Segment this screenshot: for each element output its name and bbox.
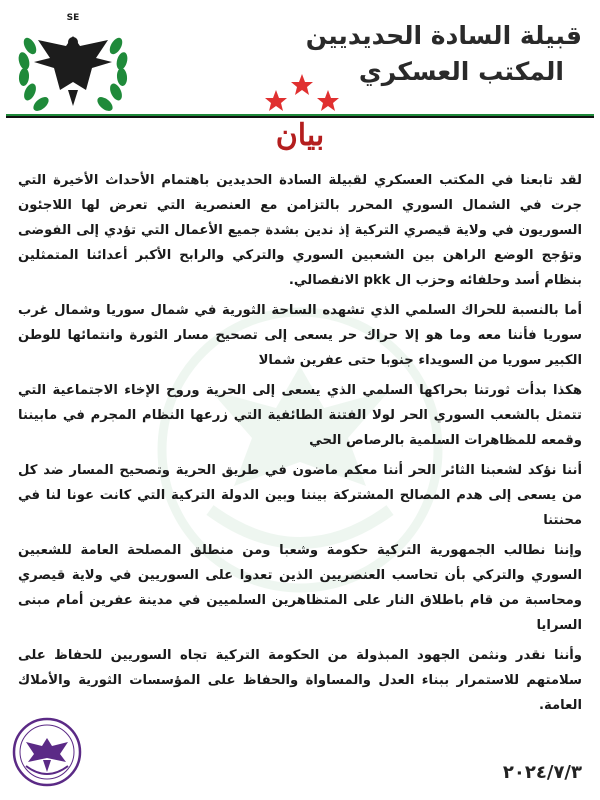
svg-text:SE: SE (66, 13, 80, 23)
office-name: المكتب العسكري (358, 57, 564, 86)
office-stamp-icon (12, 716, 82, 788)
header-title (306, 18, 582, 90)
statement-body (18, 168, 582, 723)
statement-title: بيان (275, 118, 325, 153)
paragraph-6: وأننا نقدر ونثمن الجهود المبذولة من الحكومة التركية تجاه السوريين للحفاظ على سلامتهم للاستمرار ببناء العدل والمساواة والحفاظ على المؤسسات الثورية والأملاك العامة. (18, 648, 582, 713)
paragraph-2: أما بالنسبة للحراك السلمي الذي تشهده الساحة الثورية في شمال سوريا وشمال غرب سوريا فأننا معه وما هو إلا حراك حر يسعى إلى تصحيح مسار الثورة وانتمائها للوطن الكبير سوريا من السويداء جنوبا حتى عفرين شمالا (18, 303, 582, 368)
paragraph-3: هكذا بدأت ثورتنا بحراكها السلمي الذي يسعى إلى الحرية وروح الإخاء الاجتماعية التي تتمثل بالشعب السوري الحر لولا الفتنة الطائفية التي زرعها النظام المجرم في مابيننا وقمعه للمظاهرات السلمية بالرصاص الحي (18, 383, 582, 448)
tribe-name: قبيلة السادة الحديديين (305, 21, 582, 50)
paragraph-5: وإننا نطالب الجمهورية التركية حكومة وشعبا ومن منطلق المصلحة العامة للشعبين السوري والتركي بأن تحاسب العنصريين الذين تعدوا على السوريين في ولاية قيصري ومحاسبة من قام باطلاق النار على المتظاهرين السلميين في مدينة عفرين أمام مبنى السرايا (18, 543, 582, 633)
paragraph-1: لقد تابعنا في المكتب العسكري لقبيلة السادة الحديدين باهتمام الأحداث الأخيرة التي جرت في الشمال السوري المحرر بالتزامن مع العنصرية التي تعرض لها اللاجئون السوريون في ولاية قيصري التركية إذ ندين بشدة جميع الأعمال التي تؤدي إلى الفوضى وتؤجج الوضع الراهن بين الشعبين السوري والتركي والرابح الأكبر أعدائنا المتمثلين بنظام أسد وحلفائه وحزب ال pkk الانفصالي. (18, 173, 582, 288)
eagle-logo-icon (8, 6, 138, 124)
three-stars-icon (262, 72, 342, 114)
statement-date: ٢٠٢٤/٧/٣ (502, 762, 582, 783)
paragraph-4: أننا نؤكد لشعبنا الثائر الحر أننا معكم ماضون في طريق الحرية وتصحيح المسار ضد كل من يسعى إلى هدم المصالح المشتركة بيننا وبين الدولة التركية التي كانت عونا لنا في محنتنا (18, 463, 582, 528)
